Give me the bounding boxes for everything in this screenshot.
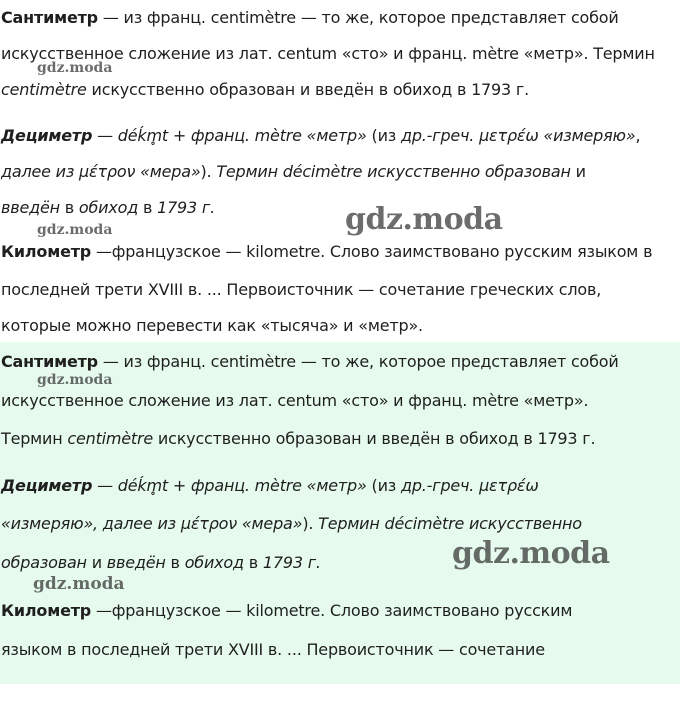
watermark: gdz.moda [37,222,113,238]
watermark: gdz.moda [452,536,610,571]
watermark: gdz.moda [345,202,503,237]
text: Термин [1,429,68,448]
text-italic: др.-греч. μετρέω [400,476,539,495]
text-italic: далее из μέτρον «мера» [1,162,201,181]
term-kilometr: Километр [1,601,92,620]
entry-block-1 [0,0,680,342]
text: в [138,198,158,217]
block2-p1-line2 [1,391,680,411]
term-decimetr: Дециметр [1,126,93,145]
text: , [635,126,641,145]
block2-p3-line1 [1,601,680,621]
term-santimetr: Сантиметр [1,8,98,27]
text-italic: 1793 г. [157,198,215,217]
text: последней трети XVIII в. ... Первоисточник — сочетание греческих слов, [1,280,602,299]
text: которые можно перевести как «тысяча» и «метр». [1,316,423,335]
text-italic: введён [1,198,60,217]
text: (из [366,476,401,495]
block1-p3-line2 [1,280,680,300]
text-italic: Термин décimètre искусственно [318,514,582,533]
watermark: gdz.moda [37,372,113,388]
text-italic: обиход [78,198,139,217]
block1-p1-line3 [1,80,680,100]
text-italic: centimètre [67,429,154,448]
text-italic: «измеряю», далее из μέτρον «мера» [1,514,303,533]
text-italic: — déḱm̥t + франц. mètre «метр» [92,476,367,495]
term-decimetr: Дециметр [1,476,93,495]
watermark: gdz.moda [33,574,125,594]
text: (из [366,126,401,145]
text: — из франц. centimètre — то же, которое представляет собой [97,352,619,371]
block1-p3-line1 [1,242,680,262]
term-santimetr: Сантиметр [1,352,98,371]
block2-p2-line2 [1,514,680,534]
text: искусственно образован и введён в обиход в 1793 г. [86,80,529,99]
block2-p3-line2 [1,640,680,660]
text: искусственно образован и введён в обиход в 1793 г. [153,429,596,448]
text: искусственное сложение из лат. centum «сто» и франц. mètre «метр». Термин [1,44,655,63]
watermark: gdz.moda [37,60,113,76]
term-kilometr: Километр [1,242,92,261]
entry-block-2 [0,342,680,684]
text-italic: др.-греч. μετρέω «измеряю» [400,126,636,145]
text-italic: centimètre [1,80,87,99]
text-italic: — déḱm̥t + франц. mètre «метр» [92,126,367,145]
text: в [243,553,263,572]
text: ). [302,514,319,533]
text-italic: Термин décimètre искусственно образован [216,162,571,181]
text: —французское — kilometre. Слово заимствовано русским языком в [91,242,653,261]
block2-p1-line1 [1,352,680,372]
text: — из франц. centimètre — то же, которое представляет собой [97,8,619,27]
text: ). [200,162,217,181]
text: и [570,162,586,181]
text-italic: 1793 г. [262,553,321,572]
text-italic: введён [106,553,166,572]
text: и [86,553,107,572]
block1-p1-line1 [1,8,680,28]
block2-p2-line1 [1,476,680,496]
text-italic: образован [1,553,87,572]
text: языком в последней трети XVIII в. ... Первоисточник — сочетание [1,640,545,659]
text: —французское — kilometre. Слово заимствовано русским [91,601,573,620]
block1-p2-line3 [1,198,680,218]
block2-p1-line3 [1,429,680,449]
block1-p2-line1 [1,126,680,146]
block1-p3-line3 [1,316,680,336]
block1-p2-line2 [1,162,680,182]
text: в [59,198,79,217]
text-italic: обиход [184,553,244,572]
text: в [165,553,185,572]
text: искусственное сложение из лат. centum «сто» и франц. mètre «метр». [1,391,589,410]
